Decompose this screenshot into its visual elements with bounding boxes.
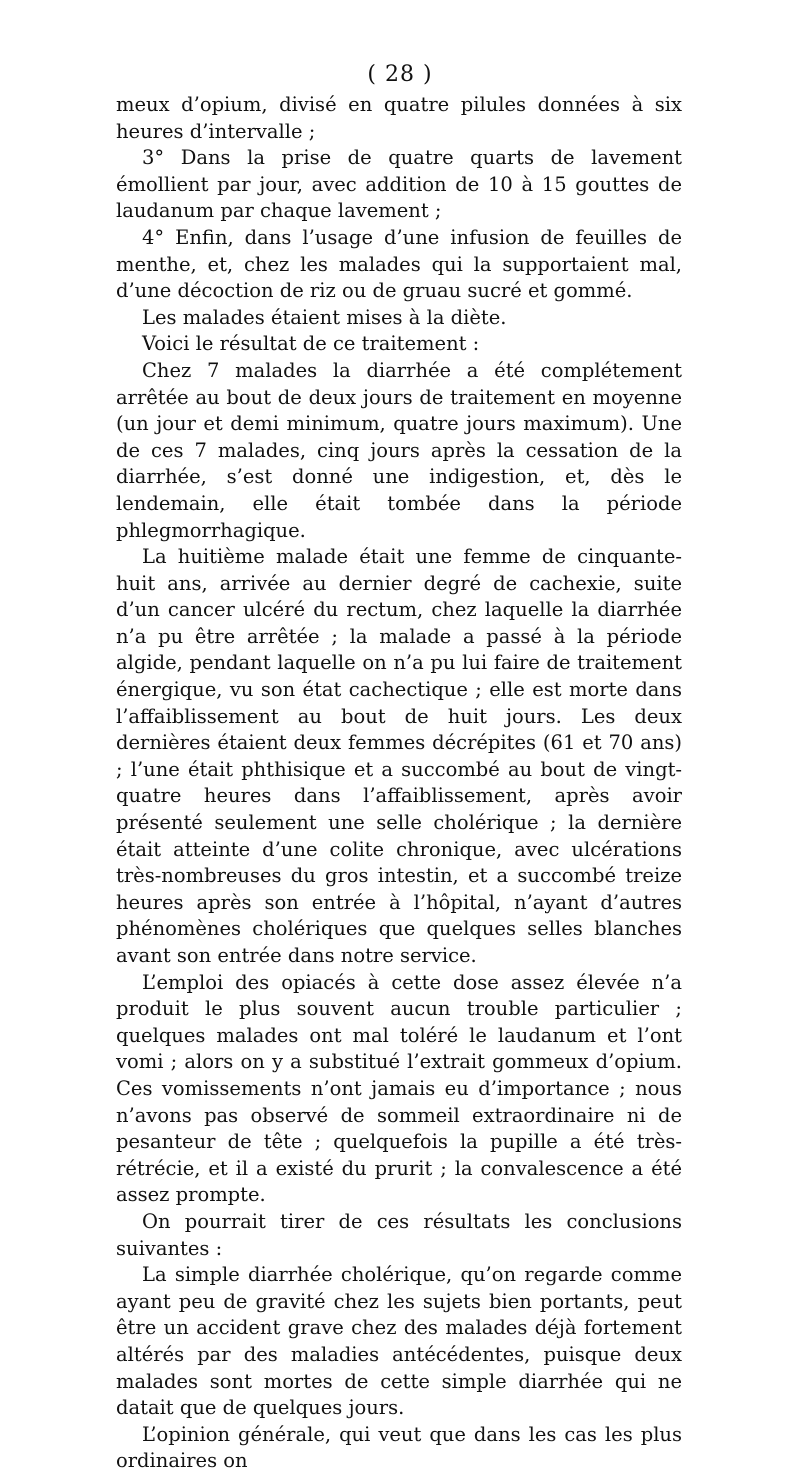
- paragraph-simple-diarrhea: La simple diarrhée cholérique, qu’on regarde comme ayant peu de gravité chez les sujets bien portants, peut être un accident grave chez des malades déjà fortement altérés par des maladies antécédentes, puisque deux malades sont mortes de cette simple diarrhée qui ne datait que de quelques jours.: [116, 1263, 682, 1420]
- page-number: ( 28 ): [367, 62, 433, 87]
- paragraph-general-opinion: L’opinion générale, qui veut que dans les cas les plus ordinaires on: [116, 1422, 682, 1473]
- paragraph-opiates: L’emploi des opiacés à cette dose assez élevée n’a produit le plus souvent aucun trouble particulier ; quelques malades ont mal toléré le laudanum et l’ont vomi ; alors on y a substitué l’extrait gommeux d’opium. Ces vomissements n’ont jamais eu d’importance ; nous n’avons pas observé de sommeil extraordinaire ni de pesanteur de tête ; quelquefois la pupille a été très-rétrécie, et il a existé du prurit ; la convalescence a été assez prompte.: [116, 970, 682, 1207]
- body-text: [116, 92, 682, 1475]
- paragraph-continuation: meux d’opium, divisé en quatre pilules données à six heures d’intervalle ;: [116, 93, 682, 143]
- paragraph-seven-patients: Chez 7 malades la diarrhée a été complétement arrêtée au bout de deux jours de traitement en moyenne (un jour et demi minimum, quatre jours maximum). Une de ces 7 malades, cinq jours après la cessation de la diarrhée, s’est donné une indigestion, et, dès le lendemain, elle était tombée dans la période phlegmorrhagique.: [116, 358, 682, 542]
- paragraph-item-3: 3° Dans la prise de quatre quarts de lavement émollient par jour, avec addition de 10 à 15 gouttes de laudanum par chaque lavement ;: [116, 146, 682, 223]
- paragraph-item-4: 4° Enfin, dans l’usage d’une infusion de feuilles de menthe, et, chez les malades qui la supportaient mal, d’une décoction de riz ou de gruau sucré et gommé.: [116, 225, 682, 303]
- paragraph-eighth-patient: La huitième malade était une femme de cinquante-huit ans, arrivée au dernier degré de cachexie, suite d’un cancer ulcéré du rectum, chez laquelle la diarrhée n’a pu être arrêtée ; la malade a passé à la période algide, pendant laquelle on n’a pu lui faire de traitement énergique, vu son état cachectique ; elle est morte dans l’affaiblissement au bout de huit jours. Les deux dernières étaient deux femmes décrépites (61 et 70 ans) ; l’une était phthisique et a succombé au bout de vingt-quatre heures dans l’affaiblissement, après avoir présenté seulement une selle cholérique ; la dernière était atteinte d’une colite chronique, avec ulcérations très-nombreuses du gros intestin, et a succombé treize heures après son entrée à l’hôpital, n’ayant d’autres phénomènes cholériques que quelques selles blanches avant son entrée dans notre service.: [116, 545, 682, 967]
- paragraph-conclusions-intro: On pourrait tirer de ces résultats les conclusions suivantes :: [116, 1209, 682, 1260]
- paragraph-diet: Les malades étaient mises à la diète.: [142, 305, 507, 329]
- paragraph-result-intro: Voici le résultat de ce traitement :: [142, 332, 480, 356]
